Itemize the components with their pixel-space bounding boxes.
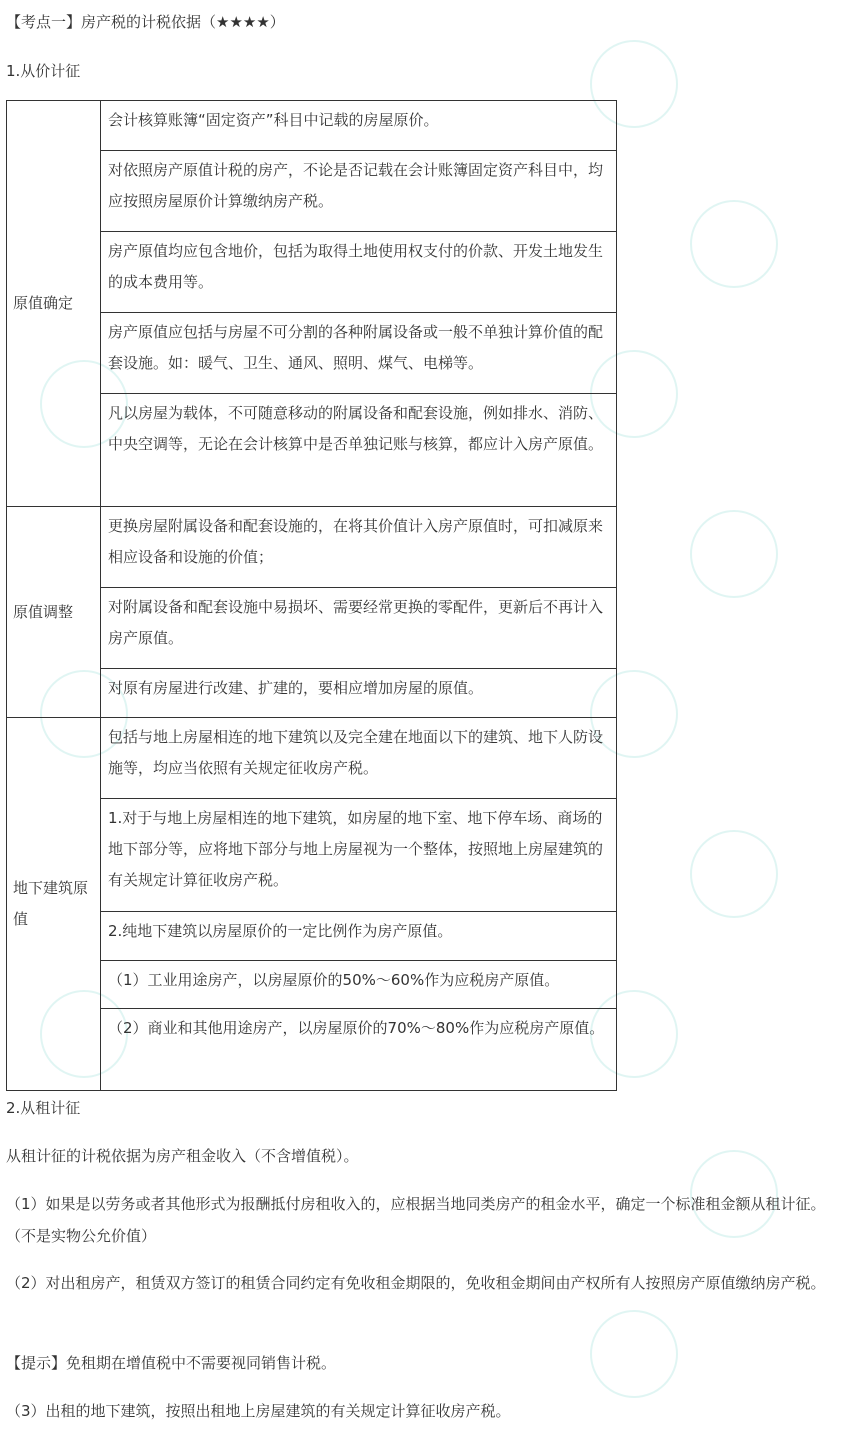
table-cell: （1）工业用途房产，以房屋原价的50%～60%作为应税房产原值。 bbox=[101, 961, 617, 1009]
row-label-value-adjustment: 原值调整 bbox=[7, 507, 101, 718]
row-label-original-value: 原值确定 bbox=[7, 101, 101, 507]
row-label-underground-building: 地下建筑原值 bbox=[7, 718, 101, 1091]
watermark-logo bbox=[690, 830, 778, 918]
table-cell: 更换房屋附属设备和配套设施的，在将其价值计入房产原值时，可扣减原来相应设备和设施的价值； bbox=[101, 507, 617, 588]
table-row bbox=[7, 101, 617, 151]
rental-item-3: （3）出租的地下建筑，按照出租地上房屋建筑的有关规定计算征收房产税。 bbox=[6, 1402, 511, 1420]
rental-item-1: （1）如果是以劳务或者其他形式为报酬抵付房租收入的，应根据当地同类房产的租金水平，确定一个标准租金额从租计征。（不是实物公允价值） bbox=[6, 1195, 826, 1245]
table-cell: 2.纯地下建筑以房屋原价的一定比例作为房产原值。 bbox=[101, 912, 617, 961]
table-row bbox=[7, 718, 617, 799]
table-cell: 1.对于与地上房屋相连的地下建筑，如房屋的地下室、地下停车场、商场的地下部分等，应将地下部分与地上房屋视为一个整体，按照地上房屋建筑的有关规定计算征收房产税。 bbox=[101, 799, 617, 912]
table-cell: 凡以房屋为载体，不可随意移动的附属设备和配套设施，例如排水、消防、中央空调等，无论在会计核算中是否单独记账与核算，都应计入房产原值。 bbox=[101, 394, 617, 507]
tax-basis-table bbox=[6, 100, 617, 1091]
table-cell: 对依照房产原值计税的房产，不论是否记载在会计账簿固定资产科目中，均应按照房屋原价计算缴纳房产税。 bbox=[101, 151, 617, 232]
page-title: 【考点一】房产税的计税依据（★★★★） bbox=[6, 13, 285, 31]
table-cell: 房产原值应包括与房屋不可分割的各种附属设备或一般不单独计算价值的配套设施。如：暖气、卫生、通风、照明、煤气、电梯等。 bbox=[101, 313, 617, 394]
rental-item-2: （2）对出租房产，租赁双方签订的租赁合同约定有免收租金期限的，免收租金期间由产权所有人按照房产原值缴纳房产税。 bbox=[6, 1274, 826, 1292]
table-cell: 对原有房屋进行改建、扩建的，要相应增加房屋的原值。 bbox=[101, 669, 617, 718]
table-cell: 对附属设备和配套设施中易损坏、需要经常更换的零配件，更新后不再计入房产原值。 bbox=[101, 588, 617, 669]
table-cell: 房产原值均应包含地价，包括为取得土地使用权支付的价款、开发土地发生的成本费用等。 bbox=[101, 232, 617, 313]
table-cell: （2）商业和其他用途房产，以房屋原价的70%～80%作为应税房产原值。 bbox=[101, 1009, 617, 1091]
section-heading-rental: 2.从租计征 bbox=[6, 1099, 81, 1117]
table-cell: 会计核算账簿“固定资产”科目中记载的房屋原价。 bbox=[101, 101, 617, 151]
rental-intro: 从租计征的计税依据为房产租金收入（不含增值税）。 bbox=[6, 1147, 359, 1165]
section-heading-ad-valorem: 1.从价计征 bbox=[6, 62, 81, 80]
rental-tip: 【提示】免租期在增值税中不需要视同销售计税。 bbox=[6, 1354, 337, 1372]
watermark-logo bbox=[690, 200, 778, 288]
table-row bbox=[7, 507, 617, 588]
watermark-logo bbox=[690, 510, 778, 598]
table-cell: 包括与地上房屋相连的地下建筑以及完全建在地面以下的建筑、地下人防设施等，均应当依照有关规定征收房产税。 bbox=[101, 718, 617, 799]
